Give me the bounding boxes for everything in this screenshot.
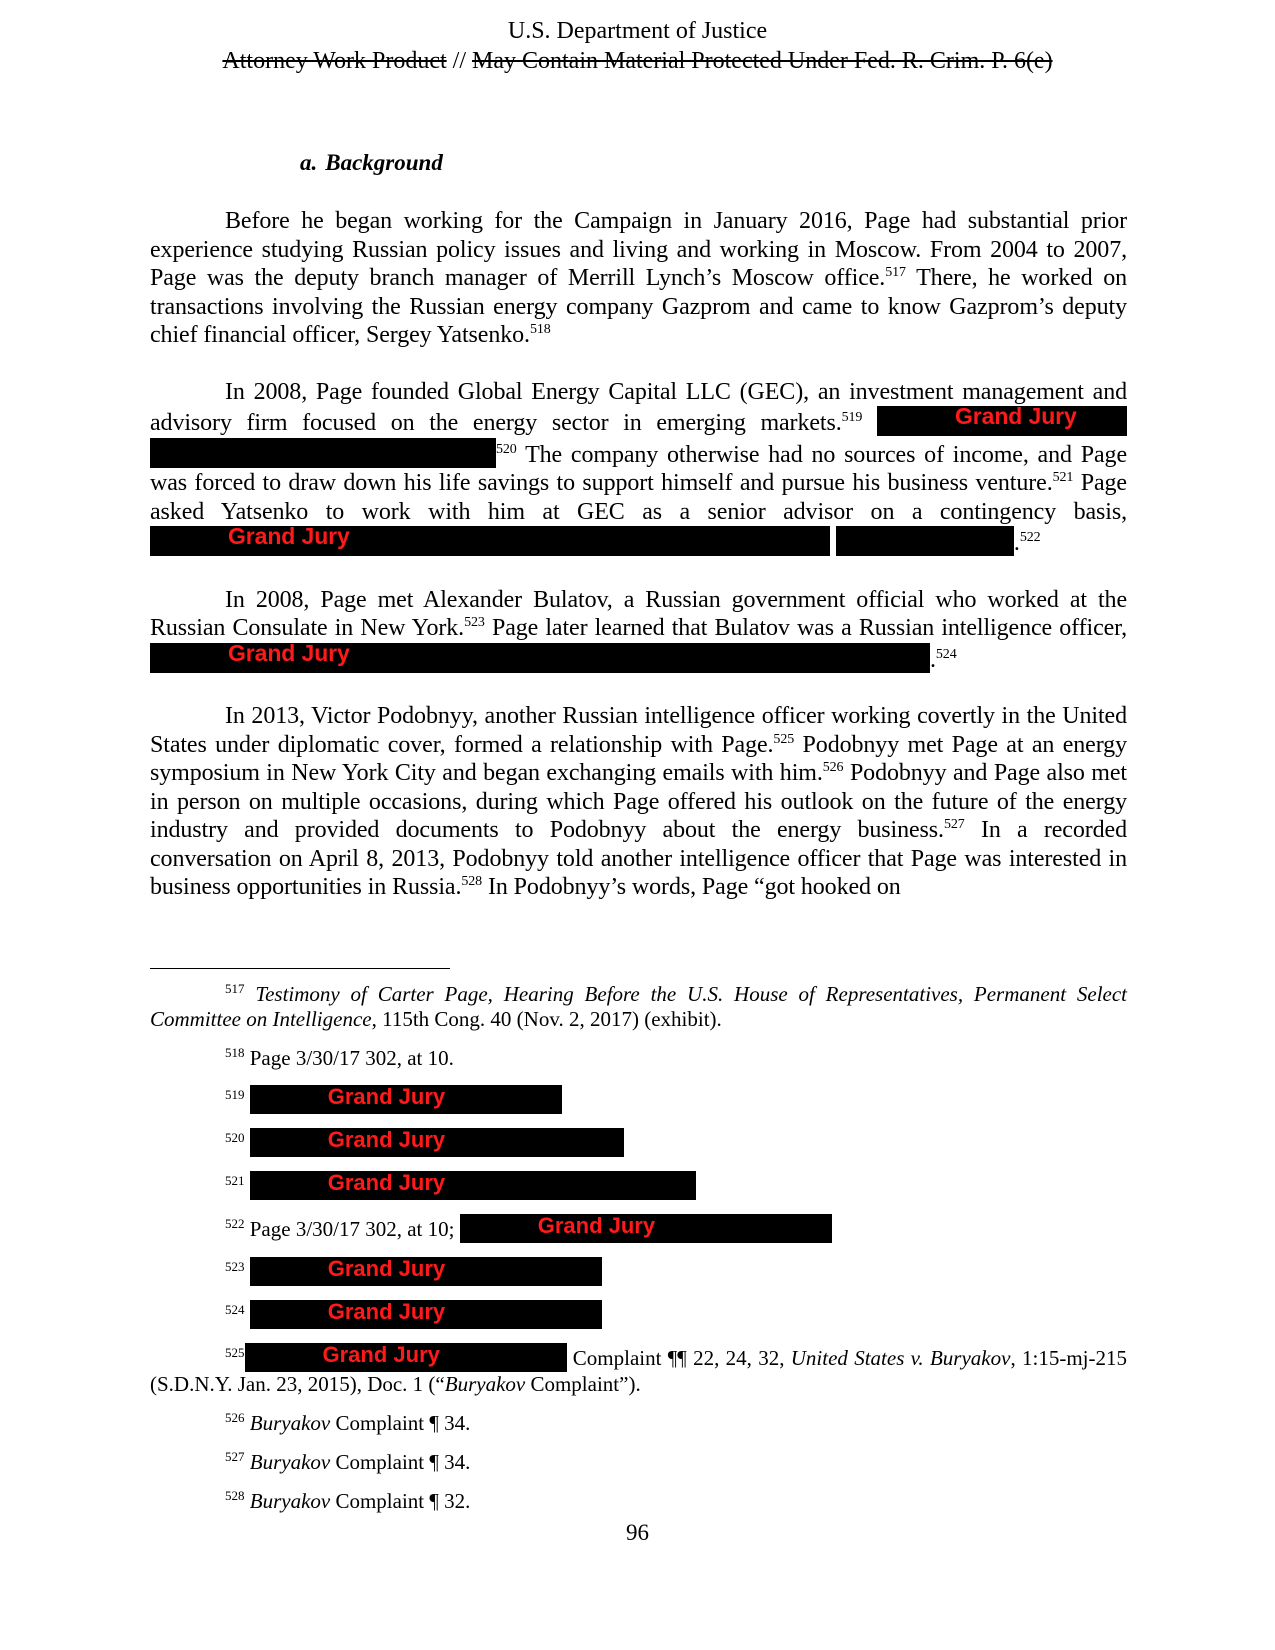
footnote-524: [150, 1300, 1127, 1329]
footnote-number: 518: [225, 1045, 245, 1060]
paragraph-text: Podobnyy met Page at an energy symposium in New York City and began exchanging emails with him.: [150, 731, 1127, 786]
redaction-label: Grand Jury: [322, 1342, 440, 1367]
redaction-label: Grand Jury: [327, 1127, 446, 1152]
section-heading: [300, 150, 443, 176]
footnote-text: Complaint ¶ 34.: [330, 1450, 471, 1474]
footnote-text: Complaint ¶ 34.: [330, 1411, 471, 1435]
paragraph-text: .: [930, 646, 936, 673]
footnote-523: [150, 1257, 1127, 1286]
redaction-label: Grand Jury: [327, 1084, 446, 1109]
paragraph-2: [150, 378, 1127, 558]
footnote-text: Complaint”).: [525, 1372, 641, 1396]
redaction-block: [150, 639, 930, 673]
redaction-block: [250, 1085, 562, 1114]
footnote-number: 522: [225, 1216, 245, 1231]
paragraph-text: Page later learned that Bulatov was a Russian intelligence officer,: [484, 615, 1128, 641]
footnote-525: [150, 1343, 1127, 1397]
page-number: 96: [626, 1520, 649, 1545]
footnote-text: Complaint ¶ 32.: [330, 1489, 471, 1513]
page-header: [0, 16, 1275, 76]
footnote-ref[interactable]: 517: [885, 265, 906, 280]
footnote-527: [150, 1450, 1127, 1475]
redaction-block: [460, 1214, 832, 1243]
paragraph-text: The company otherwise had no sources of income, and Page was forced to draw down his life savings to support himself and pursue his business venture.: [150, 441, 1127, 496]
footnote-520: [150, 1128, 1127, 1157]
section-label: a.: [300, 150, 318, 175]
paragraph-4: [150, 702, 1127, 902]
footnote-519: [150, 1085, 1127, 1114]
footnote-number: 528: [225, 1488, 245, 1503]
footnote-ref[interactable]: 526: [822, 760, 844, 775]
redaction-block: [150, 438, 496, 468]
redaction-label: Grand Jury: [327, 1299, 446, 1324]
header-agency: U.S. Department of Justice: [507, 18, 768, 44]
paragraph-1: [150, 207, 1127, 350]
paragraph-text: In 2013, Victor Podobnyy, another Russian intelligence officer working covertly in the United States under diplomatic cover, formed a relationship with Page.: [150, 703, 1127, 758]
footnote-text: Page 3/30/17 302, at 10;: [249, 1217, 460, 1241]
section-title: Background: [325, 150, 443, 175]
footnote-separator: [150, 968, 450, 969]
paragraph-text: Page asked Yatsenko to work with him at GEC as a senior advisor on a contingency basis,: [150, 470, 1127, 525]
redaction-block: [245, 1343, 567, 1372]
footnote-number: 525: [225, 1345, 245, 1360]
paragraph-text: There, he worked on transactions involving the Russian energy company Gazprom and came to know Gazprom’s deputy chief financial officer, Sergey Yatsenko.: [150, 265, 1128, 348]
redaction-block: [250, 1128, 624, 1157]
footnote-526: [150, 1411, 1127, 1436]
footnote-521: [150, 1171, 1127, 1200]
header-6e-notice: May Contain Material Protected Under Fed. R. Crim. P. 6(e): [472, 48, 1053, 74]
redaction-label: Grand Jury: [327, 1170, 446, 1195]
redaction-block: [150, 523, 830, 556]
footnote-italic: United States v. Buryakov: [790, 1346, 1011, 1370]
footnote-ref[interactable]: 522: [1019, 530, 1041, 545]
redaction-label: Grand Jury: [228, 639, 350, 666]
document-body: [150, 207, 1127, 930]
footnote-text: , 115th Cong. 40 (Nov. 2, 2017) (exhibit).: [371, 1007, 722, 1031]
footnote-number: 523: [225, 1259, 245, 1274]
redaction-label: Grand Jury: [228, 523, 350, 549]
paragraph-text: In 2008, Page met Alexander Bulatov, a Russian government official who worked at the Russian Consulate in New York.: [150, 586, 1127, 641]
paragraph-text: Podobnyy and Page also met in person on multiple occasions, during which Page offered his outlook on the future of the energy industry and provided documents to Podobnyy about the energy business.: [150, 760, 1127, 843]
paragraph-text: In 2008, Page founded Global Energy Capital LLC (GEC), an investment management and advisory firm focused on the energy sector in emerging markets.: [150, 378, 1127, 436]
redaction-block: [250, 1257, 602, 1286]
footnote-number: 517: [225, 981, 245, 996]
footnote-ref[interactable]: 520: [496, 441, 517, 457]
paragraph-text: In Podobnyy’s words, Page “got hooked on: [482, 874, 901, 900]
redaction-label: Grand Jury: [537, 1213, 656, 1238]
footnote-number: 527: [225, 1449, 245, 1464]
footnotes: [150, 982, 1127, 1528]
footnote-517: [150, 982, 1127, 1032]
footnote-528: [150, 1489, 1127, 1514]
paragraph-text: In a recorded conversation on April 8, 2013, Podobnyy told another intelligence officer that Page was interested in business opportunities in Russia.: [150, 817, 1127, 900]
paragraph-text: .: [1013, 530, 1020, 556]
footnote-number: 521: [225, 1173, 245, 1188]
header-separator: //: [446, 48, 473, 74]
paragraph-3: [150, 586, 1127, 675]
footnote-ref[interactable]: 524: [935, 646, 957, 662]
footnote-italic: Buryakov: [249, 1450, 331, 1474]
footnote-ref[interactable]: 518: [529, 322, 551, 337]
footnote-number: 526: [225, 1410, 245, 1425]
footnote-ref[interactable]: 523: [464, 615, 485, 630]
redaction-label: Grand Jury: [327, 1256, 446, 1281]
footnote-ref[interactable]: 525: [773, 731, 795, 747]
footnote-text: Page 3/30/17 302, at 10.: [249, 1046, 454, 1070]
redaction-block: [877, 403, 1127, 436]
footnote-ref[interactable]: 521: [1052, 470, 1074, 485]
footnote-number: 519: [225, 1087, 245, 1102]
footnote-ref[interactable]: 519: [841, 410, 863, 425]
header-marking: [0, 46, 1275, 76]
paragraph-text: Before he began working for the Campaign in January 2016, Page had substantial prior experience studying Russian policy issues and living and working in Moscow. From 2004 to 2007, Page was the deputy branch manager of Merrill Lynch’s Moscow office.: [150, 208, 1127, 291]
footnote-ref[interactable]: 528: [461, 874, 483, 889]
footnote-ref[interactable]: 527: [943, 817, 965, 832]
redaction-label: Grand Jury: [955, 403, 1077, 429]
redaction-block: [250, 1171, 696, 1200]
footnote-522: [150, 1214, 1127, 1243]
redaction-block: [836, 526, 1014, 556]
footnote-italic: Buryakov: [249, 1489, 331, 1513]
footnote-italic: Buryakov: [444, 1372, 526, 1396]
footnote-italic: Buryakov: [249, 1411, 331, 1435]
footnote-text: Complaint ¶¶ 22, 24, 32,: [566, 1346, 791, 1370]
footnote-italic: Testimony of Carter Page, Hearing Before the U.S. House of Representatives, Permanent Select Committee on Intelligence: [150, 982, 1128, 1031]
footnote-text: , 1:15-mj-215 (S.D.N.Y. Jan. 23, 2015), Doc. 1 (“: [150, 1346, 1127, 1396]
redaction-block: [250, 1300, 602, 1329]
header-work-product: Attorney Work Product: [222, 48, 447, 74]
footnote-518: [150, 1046, 1127, 1071]
footnote-number: 524: [225, 1302, 245, 1317]
footnote-number: 520: [225, 1130, 245, 1145]
